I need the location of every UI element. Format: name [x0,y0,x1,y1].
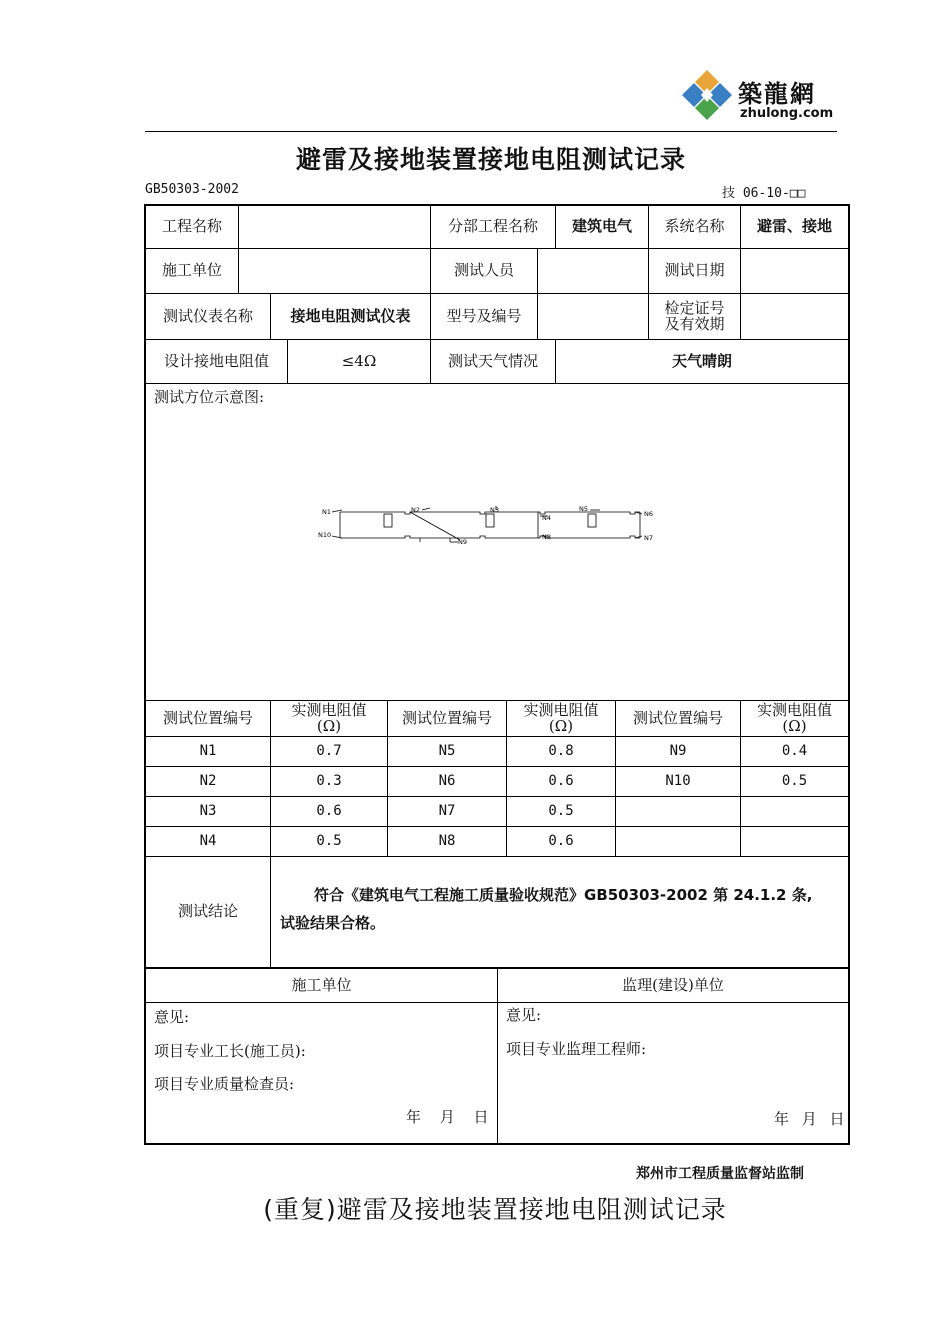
col-val-2 [507,701,615,736]
test-date-field[interactable] [741,249,848,293]
design-res-value[interactable]: ≤4Ω [341,351,377,370]
form-number: 技 06-10-□□ [722,186,806,201]
conclusion-label: 测试结论 [177,902,238,921]
tester-label: 测试人员 [453,261,514,280]
system-value[interactable]: 避雷、接地 [756,217,832,236]
conclusion-line2: 试验结果合格。 [280,914,386,932]
diagram-point-n5: N5 [579,505,588,513]
result-value-cell[interactable]: 0.6 [316,803,342,820]
diagram-point-n2: N2 [411,506,420,514]
sign-right-header: 监理(建设)单位 [622,975,724,994]
result-value-cell[interactable]: 0.7 [316,743,342,760]
test-date-label: 测试日期 [664,261,725,280]
right-date-label: 年 月 日 [774,1110,845,1128]
cert-label-line1: 检定证号 [664,298,725,317]
result-position-cell[interactable]: N1 [199,743,217,760]
diagram-label: 测试方位示意图: [154,388,265,406]
standard-code: GB50303-2002 [145,182,239,197]
diagram-point-n7: N7 [644,534,653,542]
project-name-field[interactable] [239,206,430,248]
result-position-cell[interactable]: N6 [438,773,456,790]
result-value-cell[interactable]: 0.5 [316,833,342,850]
sub-project-value[interactable]: 建筑电气 [571,217,632,236]
right-opinion-label: 意见: [506,1006,542,1024]
diagram-point-n6: N6 [644,510,653,518]
test-position-diagram [310,498,670,550]
weather-value[interactable]: 天气晴朗 [671,351,732,370]
left-date-label: 年 月 日 [406,1108,489,1126]
design-res-label: 设计接地电阻值 [163,351,269,370]
col-val-3-line2: (Ω) [782,716,807,735]
cert-label [649,294,740,339]
result-position-cell[interactable]: N8 [438,833,456,850]
col-val-2-line2: (Ω) [548,716,574,735]
result-value-cell[interactable]: 0.5 [548,803,574,820]
header-rule [145,131,837,132]
result-position-cell[interactable]: N4 [199,833,217,850]
foreman-label: 项目专业工长(施工员): [154,1042,306,1060]
diagram-point-n8: N8 [542,533,551,541]
sub-project-label: 分部工程名称 [447,217,538,236]
cert-field[interactable] [741,294,848,339]
result-position-cell[interactable] [616,827,740,856]
model-field[interactable] [538,294,648,339]
conclusion-line1: 符合《建筑电气工程施工质量验收规范》GB50303-2002 第 24.1.2 条, [314,886,813,904]
logo-icon [676,68,738,128]
repeat-title: (重复)避雷及接地装置接地电阻测试记录 [263,1195,727,1224]
model-label: 型号及编号 [446,306,522,325]
sign-left-header: 施工单位 [291,975,352,994]
cert-label-line2: 及有效期 [664,314,725,333]
footer-issuer: 郑州市工程质量监督站监制 [636,1166,804,1182]
diagram-point-n10: N10 [318,531,332,539]
col-val-1-line1: 实测电阻值 [291,700,367,719]
result-position-cell[interactable] [616,797,740,826]
col-pos-3: 测试位置编号 [632,708,723,727]
result-value-cell[interactable]: 0.3 [316,773,342,790]
result-position-cell[interactable]: N9 [669,743,687,760]
result-value-cell[interactable]: 0.6 [548,833,574,850]
result-value-cell[interactable]: 0.5 [781,773,808,790]
instrument-label: 测试仪表名称 [162,306,253,325]
diagram-point-n1: N1 [322,508,331,516]
constructor-field[interactable] [239,249,430,293]
instrument-value[interactable]: 接地电阻测试仪表 [290,306,411,325]
page-title: 避雷及接地装置接地电阻测试记录 [295,145,686,174]
result-position-cell[interactable]: N5 [438,743,456,760]
col-val-1 [271,701,387,736]
logo-site: zhulong.com [740,106,834,121]
supervisor-label: 项目专业监理工程师: [506,1040,647,1058]
left-opinion-label: 意见: [154,1008,190,1026]
tester-field[interactable] [538,249,648,293]
constructor-label: 施工单位 [161,261,222,280]
col-val-1-line2: (Ω) [316,716,342,735]
result-position-cell[interactable]: N2 [199,773,217,790]
diagram-point-n9: N9 [458,538,467,546]
system-label: 系统名称 [664,217,725,236]
col-val-2-line1: 实测电阻值 [523,700,599,719]
inspector-label: 项目专业质量检查员: [154,1075,295,1093]
result-position-cell[interactable]: N7 [438,803,456,820]
result-value-cell[interactable] [741,797,848,826]
col-val-3-line1: 实测电阻值 [756,700,832,719]
result-value-cell[interactable]: 0.4 [781,743,808,760]
result-value-cell[interactable] [741,827,848,856]
project-name-label: 工程名称 [161,217,222,236]
logo [676,68,846,128]
result-position-cell[interactable]: N10 [665,773,691,790]
result-value-cell[interactable]: 0.6 [548,773,574,790]
col-pos-2: 测试位置编号 [401,708,492,727]
weather-label: 测试天气情况 [447,351,538,370]
result-value-cell[interactable]: 0.8 [548,743,574,760]
result-position-cell[interactable]: N3 [199,803,217,820]
diagram-point-n3: N3 [490,506,499,514]
col-pos-1: 测试位置编号 [162,708,253,727]
logo-name: 築龍網 [738,79,816,108]
diagram-point-n4: N4 [542,514,551,522]
col-val-3 [741,701,848,736]
